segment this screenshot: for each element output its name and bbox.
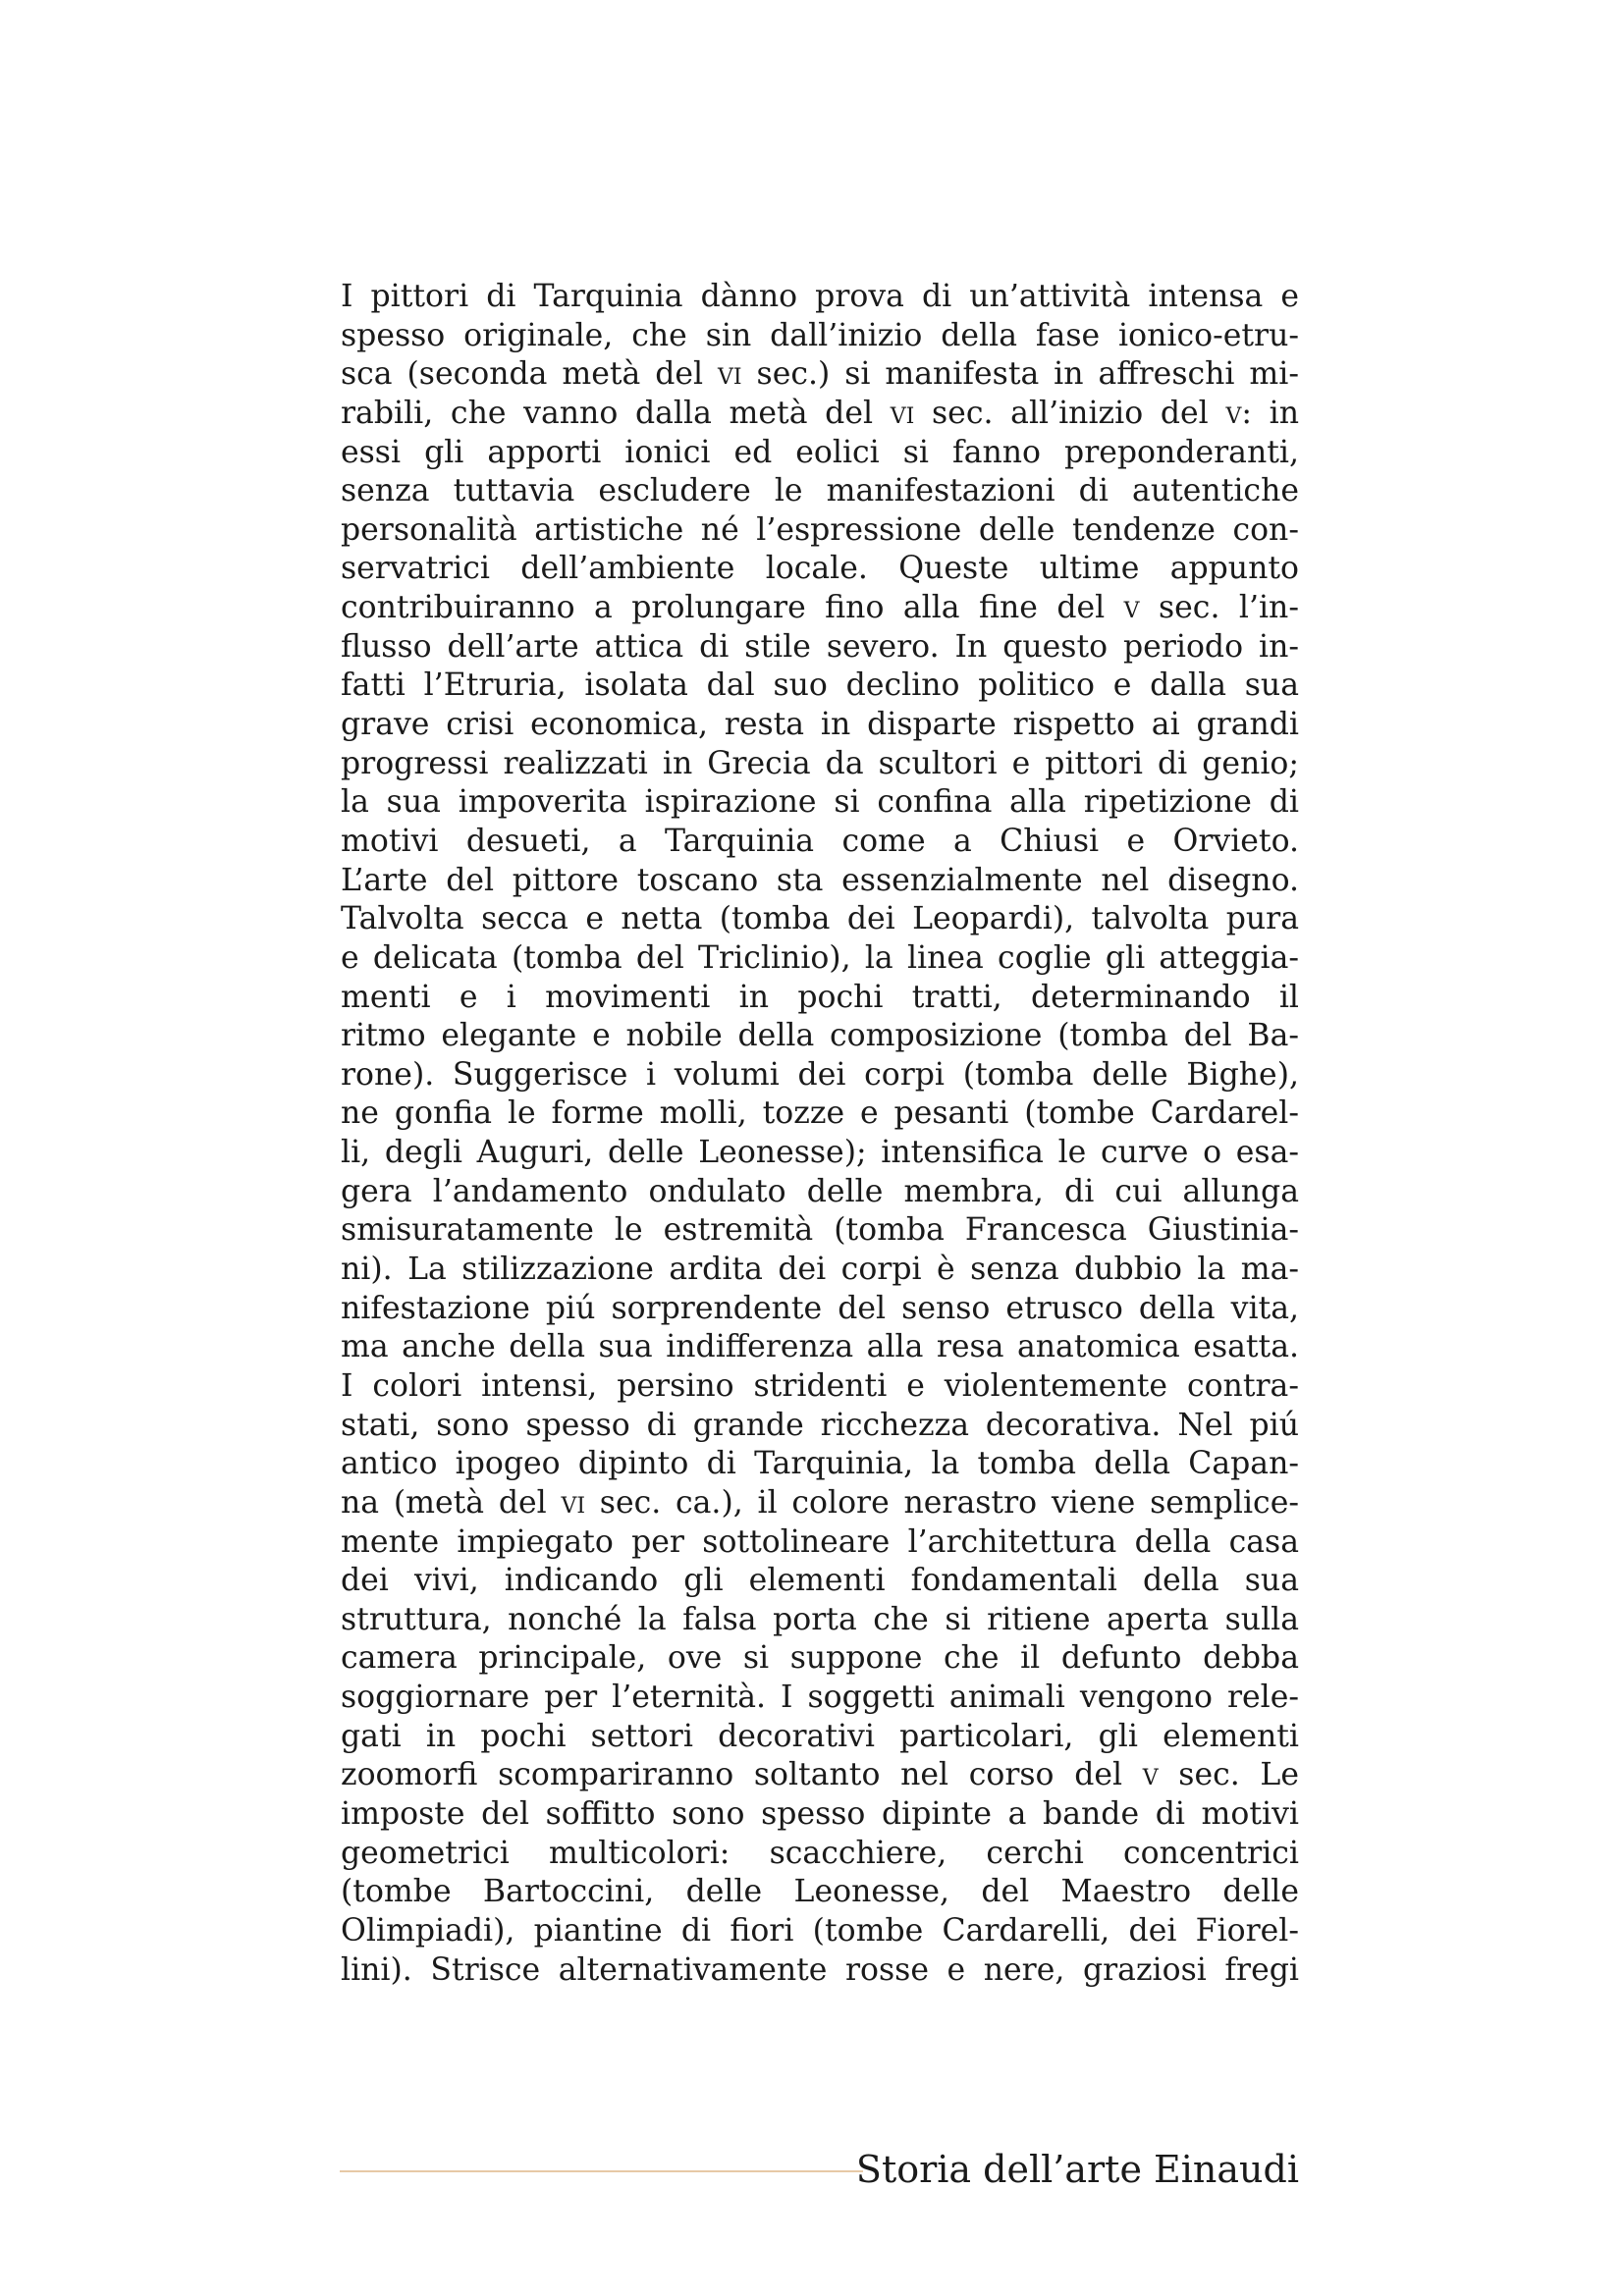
body-line: imposte del soffitto sono spesso dipinte a bande di motivi xyxy=(341,1795,1299,1832)
body-line: personalità artistiche né l’espressione delle tendenze con- xyxy=(341,511,1299,548)
body-line: e delicata (tomba del Triclinio), la linea coglie gli atteggia- xyxy=(341,939,1299,976)
body-line: flusso dell’arte attica di stile severo. In questo periodo in- xyxy=(341,628,1299,665)
body-line: ne gonfia le forme molli, tozze e pesanti (tombe Cardarel- xyxy=(341,1095,1299,1132)
body-line: ni). La stilizzazione ardita dei corpi è senza dubbio la ma- xyxy=(341,1252,1299,1288)
body-line: I colori intensi, persino stridenti e violentemente contra- xyxy=(341,1367,1299,1404)
body-line: la sua impoverita ispirazione si confina alla ripetizione di xyxy=(341,784,1299,821)
body-line: zoomorfi scompariranno soltanto nel corso del v sec. Le xyxy=(341,1757,1299,1793)
body-line: fatti l’Etruria, isolata dal suo declino politico e dalla sua xyxy=(341,667,1299,704)
body-line: geometrici multicolori: scacchiere, cerchi concentrici xyxy=(341,1835,1299,1871)
body-line: na (metà del vi sec. ca.), il colore nerastro viene semplice- xyxy=(341,1484,1299,1521)
body-line: rone). Suggerisce i volumi dei corpi (tomba delle Bighe), xyxy=(341,1056,1299,1093)
body-line: camera principale, ove si suppone che il defunto debba xyxy=(341,1640,1299,1677)
body-line: antico ipogeo dipinto di Tarquinia, la tomba della Capan- xyxy=(341,1446,1299,1482)
body-line: servatrici dell’ambiente locale. Queste ultime appunto xyxy=(341,551,1299,587)
body-line: soggiornare per l’eternità. I soggetti animali vengono rele- xyxy=(341,1680,1299,1716)
body-line: struttura, nonché la falsa porta che si ritiene aperta sulla xyxy=(341,1601,1299,1637)
body-line: menti e i movimenti in pochi tratti, determinando il xyxy=(341,979,1299,1015)
body-line: L’arte del pittore toscano sta essenzialmente nel disegno. xyxy=(341,862,1299,898)
body-line: ritmo elegante e nobile della composizione (tomba del Ba- xyxy=(341,1018,1299,1054)
body-line: lini). Strisce alternativamente rosse e nere, graziosi fregi xyxy=(341,1951,1299,1988)
body-line: grave crisi economica, resta in disparte rispetto ai grandi xyxy=(341,707,1299,743)
body-line: ma anche della sua indifferenza alla resa anatomica esatta. xyxy=(341,1329,1299,1365)
body-line: senza tuttavia escludere le manifestazioni di autentiche xyxy=(341,473,1299,509)
body-line: sca (seconda metà del vi sec.) si manifesta in affreschi mi- xyxy=(341,356,1299,393)
body-line: essi gli apporti ionici ed eolici si fanno preponderanti, xyxy=(341,434,1299,470)
body-line: dei vivi, indicando gli elementi fondamentali della sua xyxy=(341,1563,1299,1599)
footer-rule xyxy=(340,2170,863,2172)
body-line: contribuiranno a prolungare fino alla fine del v sec. l’in- xyxy=(341,590,1299,626)
body-line: I pittori di Tarquinia dànno prova di un’attività intensa e xyxy=(341,279,1299,314)
body-line: (tombe Bartoccini, delle Leonesse, del Maestro delle xyxy=(341,1874,1299,1910)
body-line: rabili, che vanno dalla metà del vi sec. all’inizio del v: in xyxy=(341,395,1299,431)
body-line: motivi desueti, a Tarquinia come a Chiusi e Orvieto. xyxy=(341,823,1299,859)
body-line: stati, sono spesso di grande ricchezza decorativa. Nel piú xyxy=(341,1407,1299,1443)
body-line: spesso originale, che sin dall’inizio della fase ionico-etru- xyxy=(341,317,1299,353)
body-text xyxy=(341,278,1299,1990)
body-line: Olimpiadi), piantine di fiori (tombe Cardarelli, dei Fiorel- xyxy=(341,1912,1299,1949)
body-line: progressi realizzati in Grecia da scultori e pittori di genio; xyxy=(341,745,1299,781)
footer-title: Storia dell’arte Einaudi xyxy=(855,2148,1299,2191)
body-line: gati in pochi settori decorativi particolari, gli elementi xyxy=(341,1718,1299,1754)
body-line: gera l’andamento ondulato delle membra, di cui allunga xyxy=(341,1173,1299,1209)
body-line: smisuratamente le estremità (tomba Francesca Giustinia- xyxy=(341,1212,1299,1249)
body-line: li, degli Auguri, delle Leonesse); intensifica le curve o esa- xyxy=(341,1135,1299,1171)
body-line: nifestazione piú sorprendente del senso etrusco della vita, xyxy=(341,1290,1299,1326)
body-line: mente impiegato per sottolineare l’architettura della casa xyxy=(341,1523,1299,1560)
body-line: Talvolta secca e netta (tomba dei Leopardi), talvolta pura xyxy=(341,901,1299,937)
